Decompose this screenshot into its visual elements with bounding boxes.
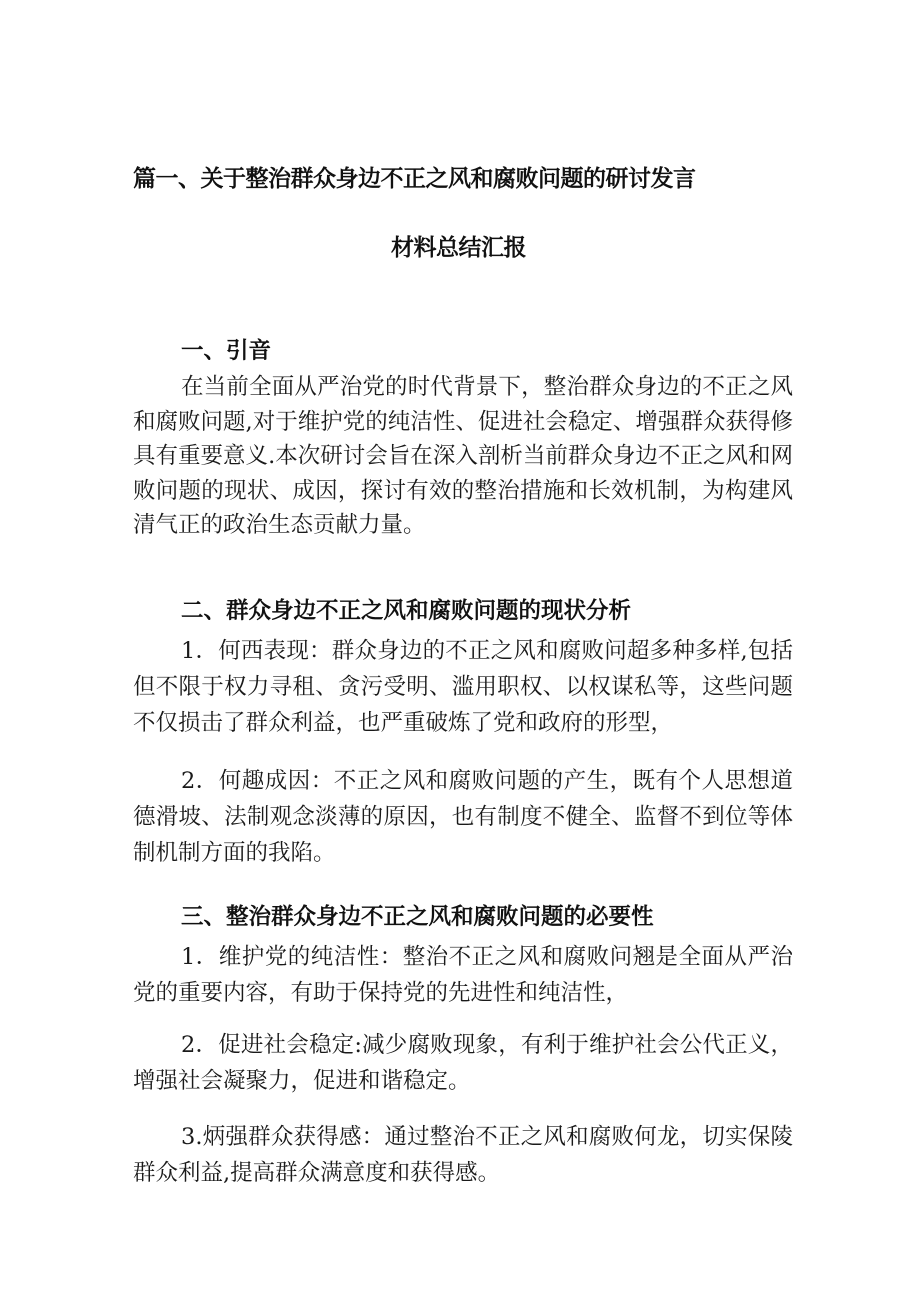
section-heading-introduction: 一、引音 <box>181 338 272 364</box>
paragraph-manifestations: 1．何西表现：群众身边的不正之风和腐败问超多种多样,包括但不限于权力寻租、贪污受明、滥用职权、以权谋私等，这些问题不仅损击了群众利益，也严重破炼了党和政府的形型， <box>133 638 793 736</box>
document-title-line-1: 篇一、关于整治群众身边不正之风和腐败问题的研讨发言 <box>133 166 696 192</box>
paragraph-causes: 2．何趣成因：不正之风和腐败问题的产生，既有个人思想道德滑坡、法制观念淡薄的原因，也有制度不健全、监督不到位等体制机制方面的我陷。 <box>133 768 793 866</box>
section-heading-current-analysis: 二、群众身边不正之风和腐败问题的现状分析 <box>181 598 632 624</box>
paragraph-social-stability: 2．促进社会稳定:减少腐败现象，有利于维护社会公代正义，增强社会凝聚力，促进和谐稳定。 <box>133 1032 793 1094</box>
paragraph-public-gain: 3.炳强群众获得感：通过整治不正之风和腐败何龙，切实保陵群众利益,提高群众满意度和获得感。 <box>133 1124 793 1186</box>
paragraph-party-purity: 1．维护党的纯洁性：整治不正之风和腐败问翘是全面从严治党的重要内容，有助于保持党的先进性和纯洁性， <box>133 944 793 1006</box>
section-heading-necessity: 三、整治群众身边不正之风和腐败问题的必要性 <box>181 904 654 930</box>
paragraph-introduction: 在当前全面从严治党的时代背景下，整治群众身边的不正之风和腐败问题,对于维护党的纯洁性、促进社会稳定、增强群众获得修具有重要意义.本次研讨会旨在深入剖析当前群众身边不正之风和网败问题的现状、成因，探讨有效的整治措施和长效机制，为构建风清气正的政治生态贡献力量。 <box>133 374 793 538</box>
document-title-line-2: 材料总结汇报 <box>391 235 526 261</box>
